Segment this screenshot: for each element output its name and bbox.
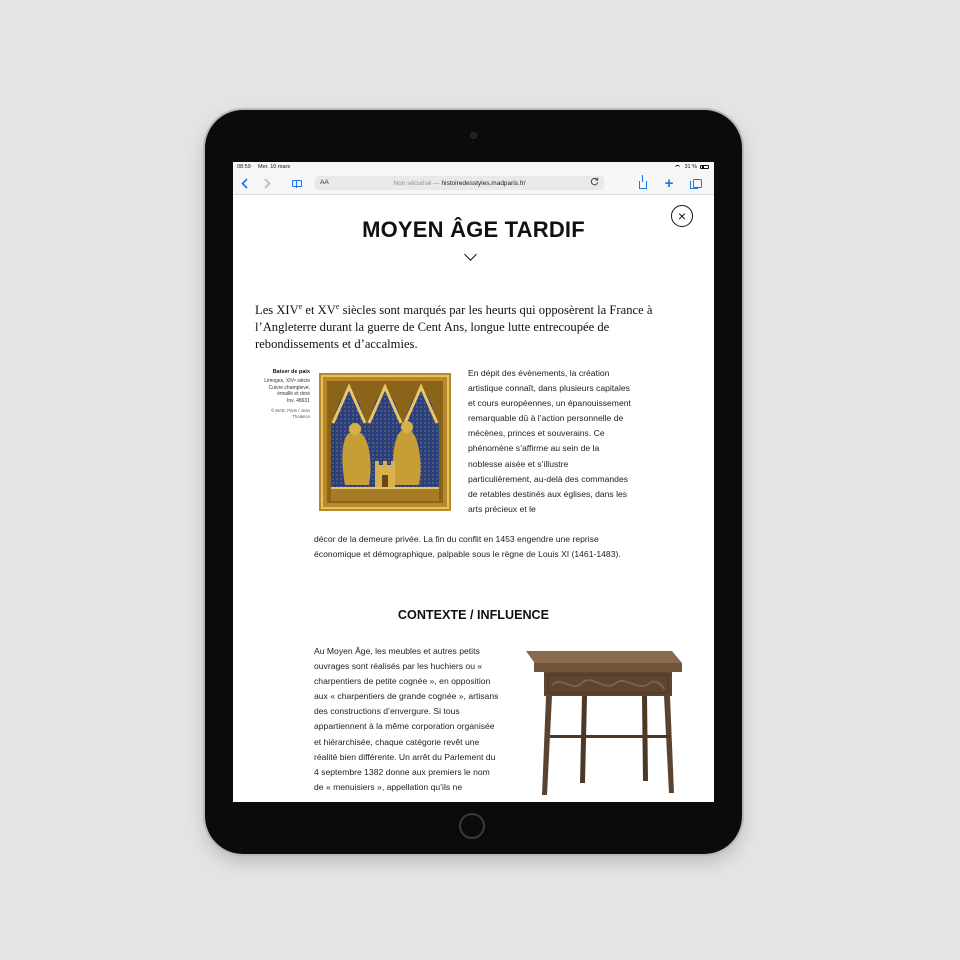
caption-credit: Tholance (292, 413, 310, 419)
wifi-icon (674, 165, 681, 170)
chevron-right-icon[interactable] (261, 175, 273, 191)
page-content (233, 195, 714, 802)
stool-image (522, 643, 684, 802)
close-icon: × (677, 208, 687, 224)
status-time: 08:59 (237, 164, 251, 170)
battery-percent: 31 % (684, 164, 697, 170)
caption-title: Baiser de paix (272, 369, 310, 375)
front-camera (470, 132, 477, 139)
caption-line: Inv. 48631 (287, 397, 310, 404)
intro-paragraph: Les XIVe et XVe siècles sont marqués par les heurts qui opposèrent la France à l’Angleterre durant la guerre de Cent Ans, longue lutte entrecoupée de rebondissements et d’accalmies. (255, 302, 653, 352)
battery-icon (700, 165, 709, 170)
text-size-button[interactable]: AA (320, 179, 329, 186)
reload-icon[interactable] (590, 177, 599, 188)
paragraph-beside-image: En dépit des évènements, la création artistique connaît, dans plusieurs capitales et cours européennes, un épanouissement remarquable dû à l’action personnelle de mécènes, princes et souverains. Ce phénomène s’affirme au sein de la noblesse aisée et s’illustre particulièrement, au-delà des commandes de retables destinés aux églises, dans les arts précieux et le (468, 368, 631, 514)
context-paragraph: Au Moyen Âge, les meubles et autres petits ouvrages sont réalisés par les huchiers ou « charpentiers de petite cognée », en opposition aux « charpentiers de grande cognée », artisans des constructions d’envergure. Si tous appartiennent à la même corporation organisée et hiérarchisée, chaque catégorie revêt une réalité bien différente. Un arrêt du Parlement du 4 septembre 1382 donne aux premiers le nom de « menuisiers », appellation qu’ils ne (314, 646, 499, 792)
home-button[interactable] (459, 813, 485, 839)
status-bar (233, 162, 714, 172)
url-prefix: Non sécurisé — (393, 179, 442, 187)
page-title: MOYEN ÂGE TARDIF (362, 217, 585, 242)
status-date: Mer. 10 mars (258, 164, 291, 170)
tablet-device (205, 110, 742, 854)
section-heading: CONTEXTE / INFLUENCE (397, 608, 550, 622)
address-bar[interactable] (315, 176, 604, 190)
url-domain: histoiredesstyles.madparis.fr/ (441, 179, 526, 187)
caption-credit: © MAD, Paris / Jean (271, 408, 310, 414)
plus-icon[interactable]: + (664, 174, 674, 192)
chevron-down-icon[interactable] (464, 248, 477, 261)
tabs-icon[interactable] (690, 175, 704, 191)
caption-line: Limoges, XIVᵉ siècle (264, 378, 310, 384)
browser-toolbar (233, 172, 714, 195)
image-caption (243, 369, 310, 420)
caption-line: émaillé et doré (277, 391, 310, 398)
baiser-de-paix-image (319, 373, 451, 511)
tablet-screen (233, 162, 714, 802)
chevron-left-icon[interactable] (238, 175, 250, 191)
status-indicators (674, 164, 709, 170)
paragraph-continued: décor de la demeure privée. La fin du conflit en 1453 engendre une reprise économique et démographique, palpable sous le règne de Louis XI (1461-1483). (314, 534, 621, 560)
book-icon[interactable] (290, 175, 304, 191)
url-text[interactable] (315, 180, 604, 187)
share-icon[interactable] (637, 175, 649, 191)
caption-line: Cuivre champlevé, (268, 384, 310, 391)
